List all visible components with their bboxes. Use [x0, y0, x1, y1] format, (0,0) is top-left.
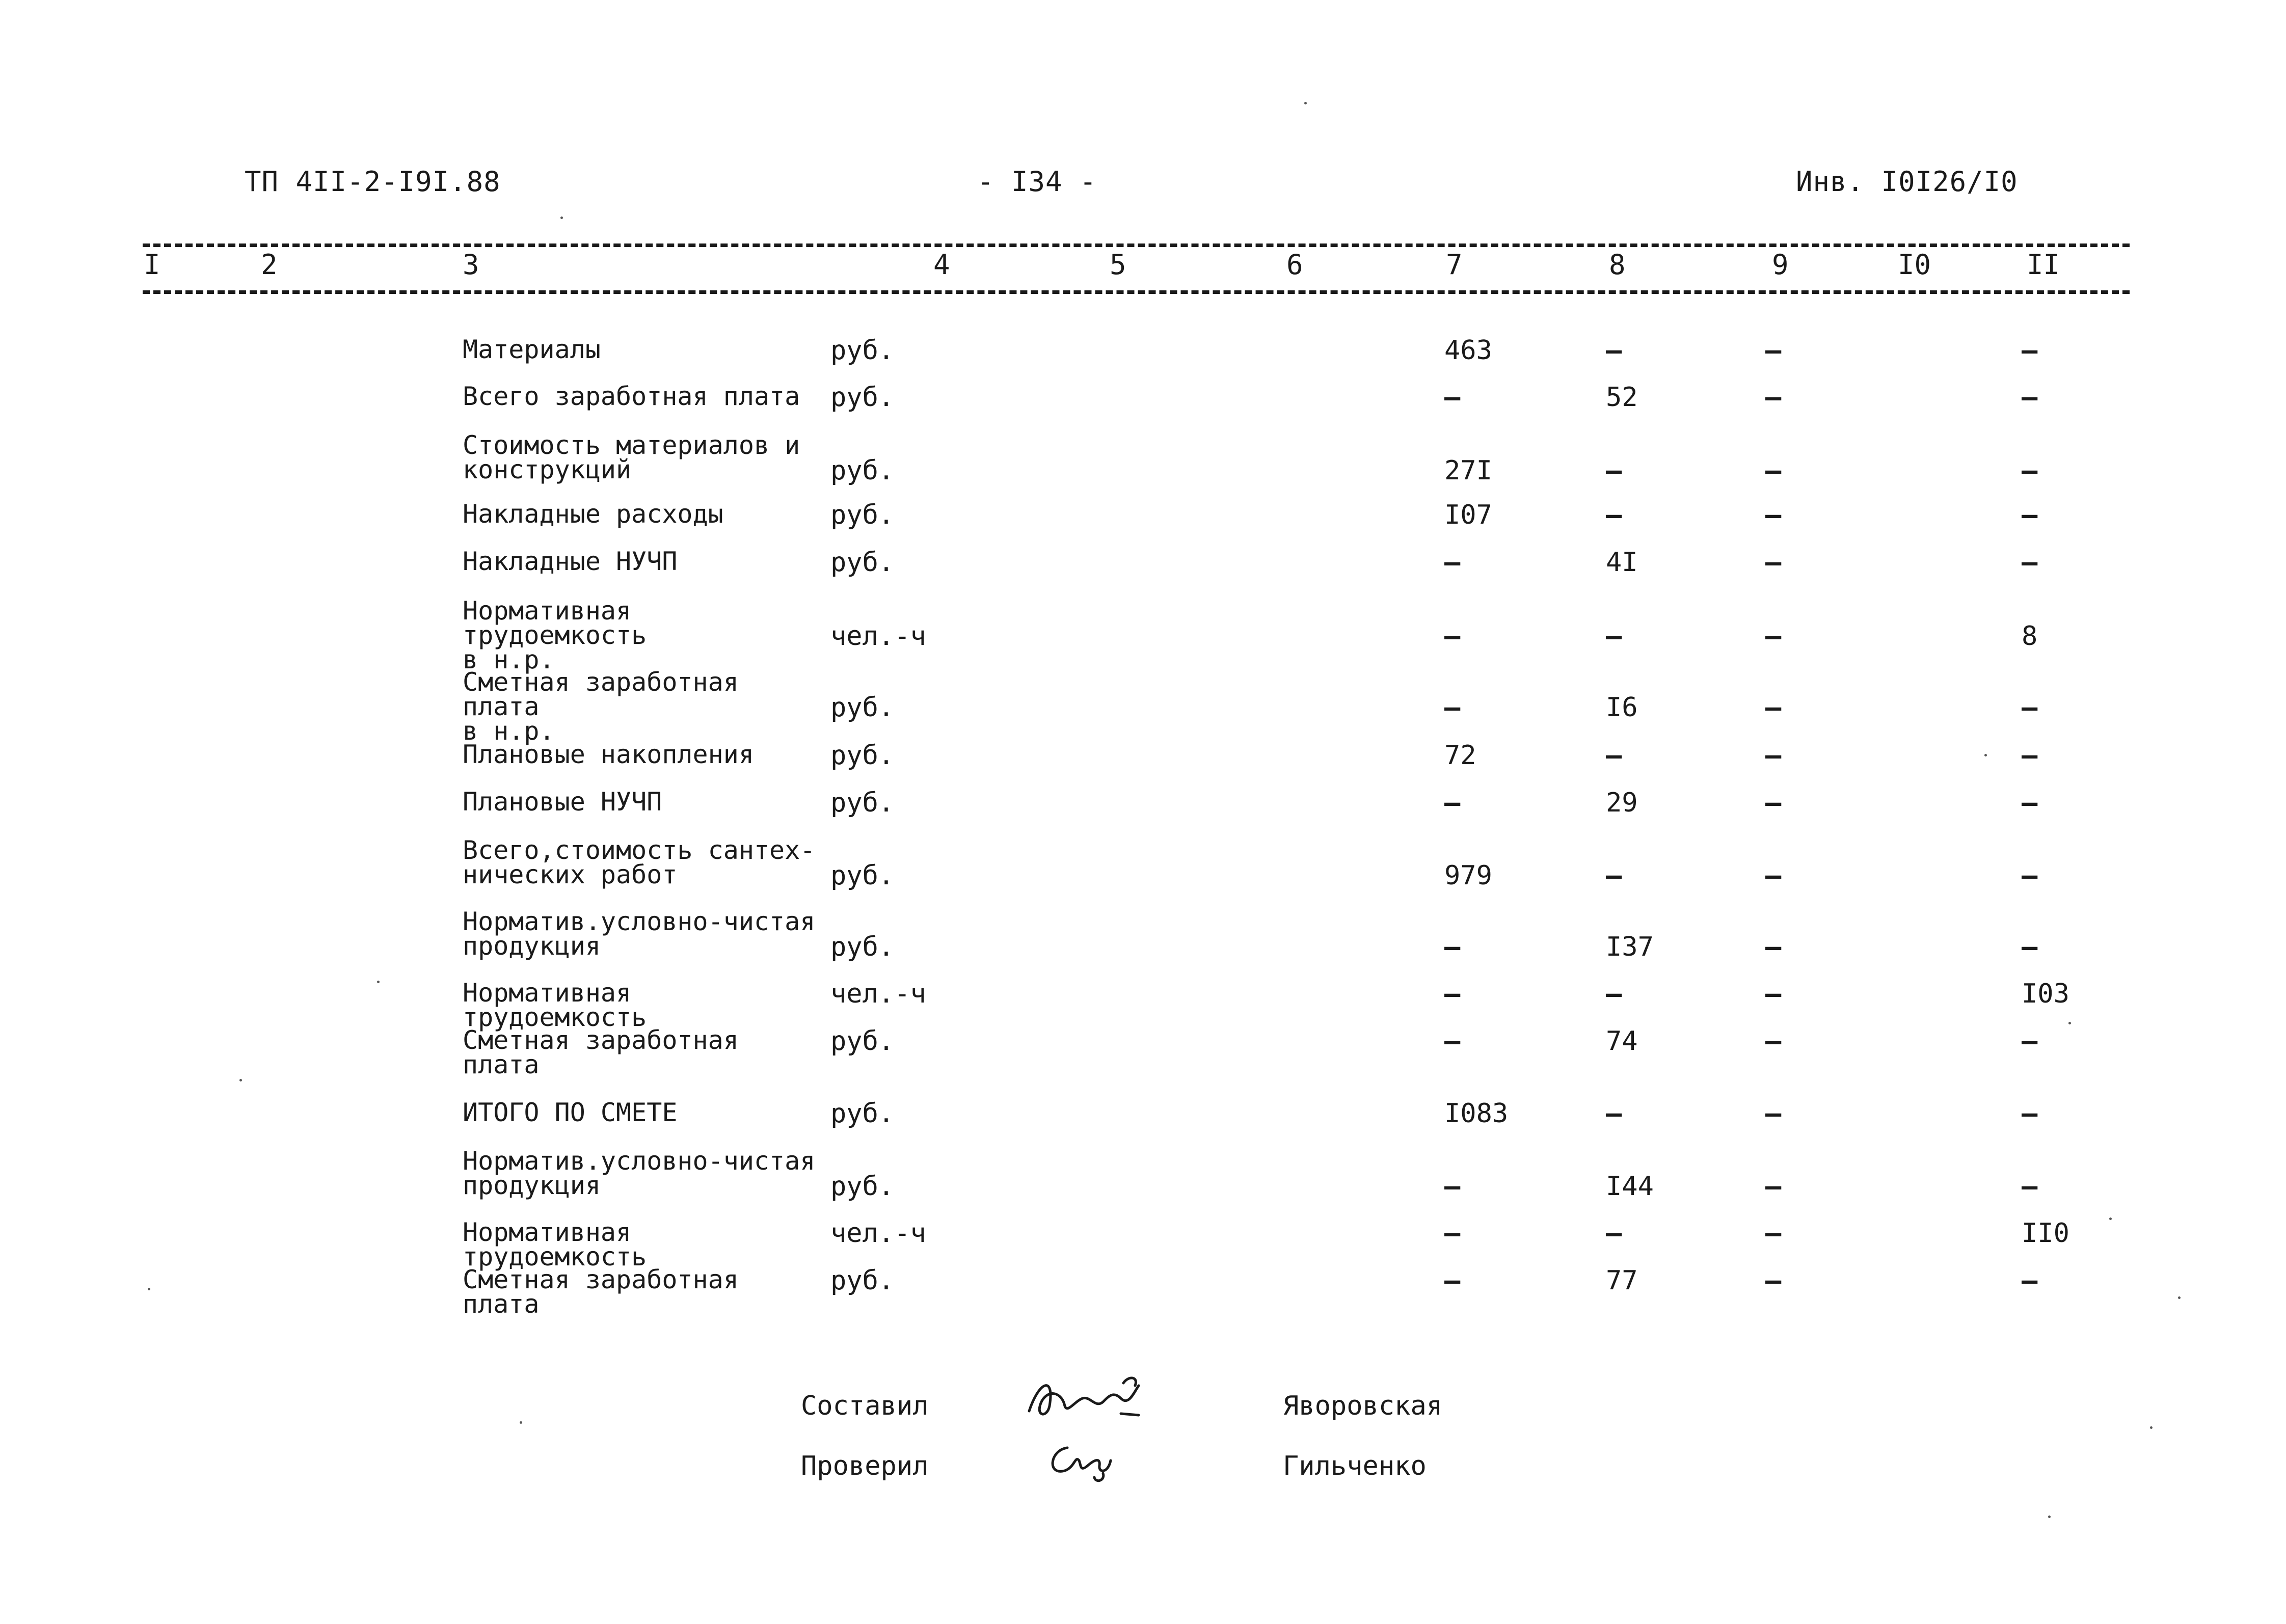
row-unit: руб. [830, 1026, 895, 1057]
cell-col-11: – [2022, 455, 2038, 486]
cell-col-8: 29 [1606, 788, 1638, 818]
row-name: Сметная заработная плата [463, 1265, 739, 1319]
cell-col-9: – [1765, 455, 1782, 486]
cell-col-9: – [1765, 740, 1782, 771]
row-name: Стоимость материалов и конструкций [463, 430, 800, 484]
cell-col-9: – [1765, 692, 1782, 723]
cell-col-7: – [1444, 979, 1461, 1009]
cell-col-11: – [2022, 1026, 2038, 1057]
column-number-7: 7 [1446, 249, 1463, 281]
cell-col-8: – [1606, 1098, 1622, 1129]
scan-speck [148, 1288, 150, 1290]
scan-speck [377, 981, 380, 983]
cell-col-9: – [1765, 860, 1782, 891]
row-name: Плановые НУЧП [463, 787, 662, 817]
cell-col-8: – [1606, 740, 1622, 771]
column-number-1: I [144, 249, 160, 281]
document-code: ТП 4II-2-I9I.88 [245, 166, 501, 198]
row-unit: руб. [830, 788, 895, 818]
cell-col-8: 77 [1606, 1265, 1638, 1296]
cell-col-9: – [1765, 1218, 1782, 1249]
scan-speck [560, 216, 563, 219]
compiled-signature [1019, 1370, 1151, 1426]
cell-col-11: – [2022, 1098, 2038, 1129]
scan-speck [239, 1079, 242, 1081]
cell-col-8: I44 [1606, 1171, 1654, 1202]
cell-col-8: – [1606, 860, 1622, 891]
cell-col-8: – [1606, 455, 1622, 486]
cell-col-8: 4I [1606, 547, 1638, 578]
cell-col-8: – [1606, 500, 1622, 530]
cell-col-7: – [1444, 621, 1461, 652]
cell-col-11: – [2022, 788, 2038, 818]
row-unit: руб. [830, 500, 895, 530]
cell-col-9: – [1765, 979, 1782, 1009]
scan-speck [1984, 754, 1987, 756]
row-unit: руб. [830, 547, 895, 578]
cell-col-9: – [1765, 335, 1782, 366]
row-name: Сметная заработная плата в н.р. [463, 667, 739, 746]
cell-col-11: – [2022, 692, 2038, 723]
cell-col-11: – [2022, 335, 2038, 366]
cell-col-7: 27I [1444, 455, 1492, 486]
row-name: Накладные НУЧП [463, 547, 678, 576]
column-number-3: 3 [463, 249, 479, 281]
row-name: Нормативная трудоемкость [463, 978, 647, 1032]
cell-col-9: – [1765, 932, 1782, 962]
column-number-10: I0 [1898, 249, 1931, 281]
cell-col-7: – [1444, 1218, 1461, 1249]
row-name: Всего заработная плата [463, 382, 800, 411]
cell-col-8: I6 [1606, 692, 1638, 723]
cell-col-11: – [2022, 740, 2038, 771]
page-number: - I34 - [977, 166, 1097, 198]
cell-col-7: 979 [1444, 860, 1492, 891]
row-name: Нормативная трудоемкость в н.р. [463, 596, 647, 674]
cell-col-11: – [2022, 382, 2038, 413]
cell-col-11: II0 [2022, 1218, 2069, 1249]
cell-col-11: – [2022, 500, 2038, 530]
cell-col-9: – [1765, 621, 1782, 652]
row-unit: руб. [830, 382, 895, 413]
row-unit: руб. [830, 740, 895, 771]
row-unit: чел.-ч [830, 979, 926, 1009]
scan-speck [2068, 1022, 2071, 1024]
scan-speck [2178, 1296, 2181, 1299]
compiled-name: Яворовская [1283, 1391, 1443, 1421]
row-unit: руб. [830, 1265, 895, 1296]
cell-col-11: – [2022, 547, 2038, 578]
header-rule-top [143, 243, 2130, 247]
cell-col-7: I07 [1444, 500, 1492, 530]
row-unit: руб. [830, 455, 895, 486]
cell-col-8: – [1606, 621, 1622, 652]
scan-speck [2048, 1515, 2051, 1518]
column-number-6: 6 [1286, 249, 1303, 281]
row-name: Плановые накопления [463, 740, 754, 769]
column-number-11: II [2027, 249, 2060, 281]
cell-col-7: – [1444, 1265, 1461, 1296]
cell-col-7: – [1444, 692, 1461, 723]
cell-col-7: – [1444, 1171, 1461, 1202]
scan-speck [2150, 1426, 2153, 1429]
row-unit: чел.-ч [830, 621, 926, 652]
row-unit: чел.-ч [830, 1218, 926, 1249]
cell-col-7: – [1444, 1026, 1461, 1057]
row-name: Норматив.условно-чистая продукция [463, 907, 816, 961]
cell-col-9: – [1765, 500, 1782, 530]
row-name: Накладные расходы [463, 499, 723, 529]
row-name: Нормативная трудоемкость [463, 1217, 647, 1271]
cell-col-11: – [2022, 860, 2038, 891]
cell-col-11: – [2022, 932, 2038, 962]
cell-col-8: 52 [1606, 382, 1638, 413]
scan-speck [520, 1421, 522, 1424]
compiled-label: Составил [801, 1391, 929, 1421]
checked-signature [1039, 1438, 1131, 1483]
row-name: Материалы [463, 335, 601, 364]
cell-col-11: 8 [2022, 621, 2038, 652]
row-unit: руб. [830, 860, 895, 891]
cell-col-8: – [1606, 1218, 1622, 1249]
cell-col-9: – [1765, 1265, 1782, 1296]
row-name: ИТОГО ПО СМЕТЕ [463, 1098, 678, 1127]
cell-col-7: I083 [1444, 1098, 1509, 1129]
cell-col-7: – [1444, 547, 1461, 578]
cell-col-11: – [2022, 1171, 2038, 1202]
scan-speck [1304, 102, 1307, 104]
cell-col-7: – [1444, 788, 1461, 818]
row-unit: руб. [830, 1171, 895, 1202]
row-unit: руб. [830, 1098, 895, 1129]
row-unit: руб. [830, 692, 895, 723]
checked-label: Проверил [801, 1451, 929, 1481]
cell-col-11: I03 [2022, 979, 2069, 1009]
row-name: Сметная заработная плата [463, 1025, 739, 1079]
cell-col-9: – [1765, 547, 1782, 578]
scan-speck [2109, 1217, 2112, 1220]
cell-col-9: – [1765, 1098, 1782, 1129]
column-number-5: 5 [1110, 249, 1126, 281]
checked-name: Гильченко [1283, 1451, 1427, 1481]
cell-col-9: – [1765, 1171, 1782, 1202]
cell-col-8: 74 [1606, 1026, 1638, 1057]
cell-col-7: 72 [1444, 740, 1476, 771]
cell-col-9: – [1765, 1026, 1782, 1057]
cell-col-8: I37 [1606, 932, 1654, 962]
header-rule-bottom [143, 290, 2130, 294]
inventory-number: Инв. I0I26/I0 [1796, 166, 2018, 198]
cell-col-9: – [1765, 382, 1782, 413]
row-unit: руб. [830, 932, 895, 962]
cell-col-7: 463 [1444, 335, 1492, 366]
cell-col-7: – [1444, 932, 1461, 962]
column-number-2: 2 [261, 249, 278, 281]
cell-col-8: – [1606, 979, 1622, 1009]
cell-col-7: – [1444, 382, 1461, 413]
column-number-9: 9 [1772, 249, 1789, 281]
row-name: Норматив.условно-чистая продукция [463, 1146, 816, 1200]
row-name: Всего,стоимость сантех- нических работ [463, 835, 816, 889]
cell-col-8: – [1606, 335, 1622, 366]
column-number-4: 4 [933, 249, 950, 281]
row-unit: руб. [830, 335, 895, 366]
cell-col-11: – [2022, 1265, 2038, 1296]
cell-col-9: – [1765, 788, 1782, 818]
column-number-8: 8 [1609, 249, 1626, 281]
